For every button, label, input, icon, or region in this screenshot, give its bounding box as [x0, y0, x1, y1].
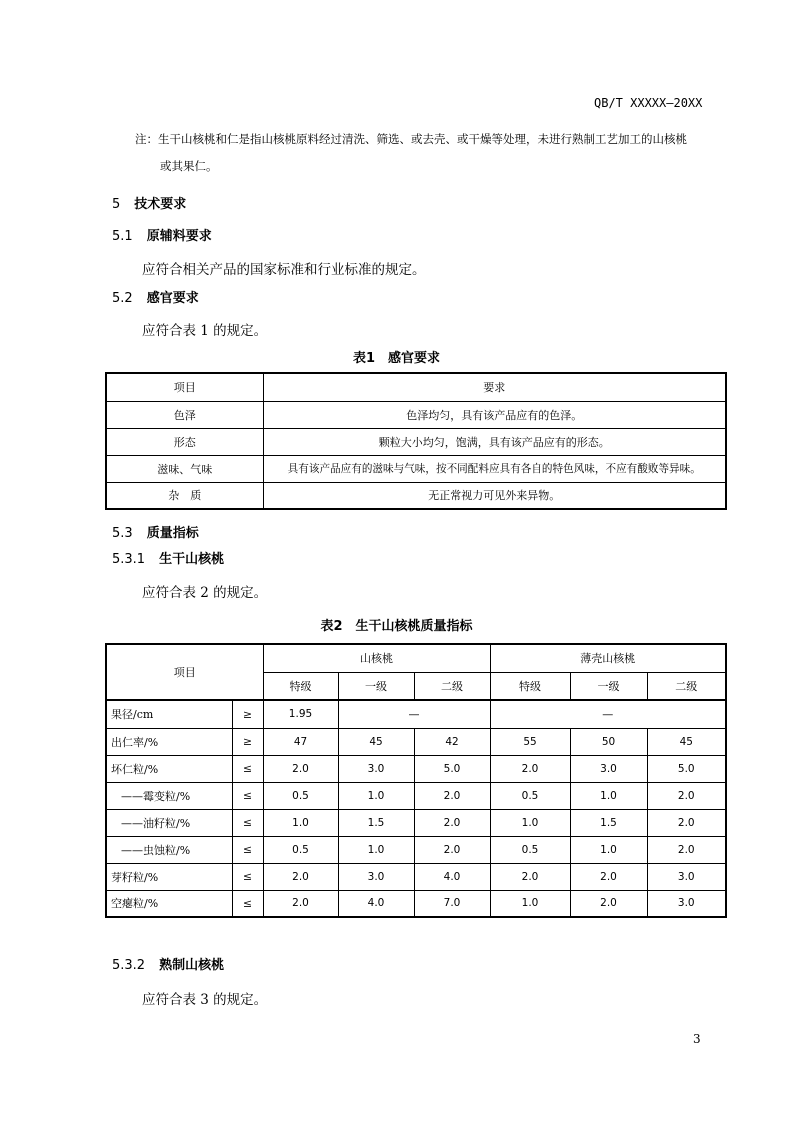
section-number: 5.3.1 [112, 552, 146, 567]
item-cell: 色泽 [106, 401, 263, 428]
table-2-caption: 表2 生干山核桃质量指标 [320, 619, 473, 634]
note-line-2: 或其果仁。 [160, 159, 218, 173]
value-cell: 1.0 [338, 836, 414, 863]
comparison-symbol: ≤ [232, 755, 263, 782]
table-row [106, 482, 726, 509]
standard-code: QB/T XXXXX—20XX [594, 96, 703, 110]
section-5-1-heading [112, 225, 212, 244]
table-row [106, 700, 726, 728]
value-cell: 45 [647, 728, 726, 755]
table-row [106, 863, 726, 890]
row-label: 果径/cm [106, 700, 232, 728]
table-row [106, 401, 726, 428]
value-cell: 0.5 [490, 836, 570, 863]
value-cell: 50 [570, 728, 647, 755]
value-cell: 1.0 [570, 836, 647, 863]
item-cell: 杂 质 [106, 482, 263, 509]
table-row [106, 428, 726, 455]
comparison-symbol: ≤ [232, 809, 263, 836]
table-row [106, 455, 726, 482]
comparison-symbol: ≥ [232, 728, 263, 755]
table-header-row [106, 373, 726, 401]
requirement-cell: 具有该产品应有的滋味与气味，按不同配料应具有各自的特色风味，不应有酸败等异味。 [263, 455, 726, 482]
section-title: 原辅料要求 [146, 229, 212, 244]
value-cell: 2.0 [647, 836, 726, 863]
value-cell: 3.0 [647, 890, 726, 917]
grade-header: 特级 [490, 672, 570, 700]
item-header: 项目 [106, 644, 263, 700]
section-5-heading [112, 193, 186, 212]
value-cell: 1.0 [490, 890, 570, 917]
value-cell: 1.95 [263, 700, 338, 728]
value-cell: 2.0 [263, 755, 338, 782]
row-label: 空瘪粒/% [106, 890, 232, 917]
value-cell: 0.5 [490, 782, 570, 809]
value-cell: 3.0 [338, 755, 414, 782]
group-header-walnut: 山核桃 [263, 644, 490, 672]
value-cell: 7.0 [414, 890, 490, 917]
section-number: 5.3 [112, 526, 133, 541]
value-cell: 2.0 [490, 863, 570, 890]
requirement-cell: 色泽均匀，具有该产品应有的色泽。 [263, 401, 726, 428]
section-5-3-heading [112, 522, 199, 541]
value-cell: 2.0 [570, 863, 647, 890]
group-header-row [106, 644, 726, 672]
value-cell: 0.5 [263, 782, 338, 809]
note-line-1: 注：生干山核桃和仁是指山核桃原料经过清洗、筛选、或去壳、或干燥等处理，未进行熟制工艺加工的山核桃 [135, 132, 687, 146]
grade-header: 二级 [647, 672, 726, 700]
row-label: ——油籽粒/% [106, 809, 232, 836]
value-cell: 42 [414, 728, 490, 755]
value-cell: 4.0 [338, 890, 414, 917]
value-cell: 1.5 [570, 809, 647, 836]
section-number: 5 [112, 197, 121, 212]
group-header-pecan: 薄壳山核桃 [490, 644, 726, 672]
value-cell: 2.0 [490, 755, 570, 782]
column-header-item: 项目 [106, 373, 263, 401]
table-row [106, 728, 726, 755]
section-5-1-text: 应符合相关产品的国家标准和行业标准的规定。 [142, 262, 426, 278]
item-cell: 滋味、气味 [106, 455, 263, 482]
table-row [106, 836, 726, 863]
grade-header: 特级 [263, 672, 338, 700]
dash-cell: — [338, 700, 490, 728]
value-cell: 3.0 [338, 863, 414, 890]
section-number: 5.2 [112, 291, 133, 306]
section-number: 5.1 [112, 229, 133, 244]
value-cell: 2.0 [414, 809, 490, 836]
section-title: 感官要求 [146, 291, 199, 306]
value-cell: 5.0 [647, 755, 726, 782]
sensory-requirements-table [105, 372, 727, 510]
value-cell: 0.5 [263, 836, 338, 863]
dash-cell: — [490, 700, 726, 728]
value-cell: 1.0 [338, 782, 414, 809]
value-cell: 2.0 [647, 809, 726, 836]
section-number: 5.3.2 [112, 958, 146, 973]
value-cell: 47 [263, 728, 338, 755]
table-1-caption: 表1 感官要求 [352, 351, 441, 366]
requirement-cell: 无正常视力可见外来异物。 [263, 482, 726, 509]
requirement-cell: 颗粒大小均匀，饱满，具有该产品应有的形态。 [263, 428, 726, 455]
table-row [106, 782, 726, 809]
row-label: ——虫蚀粒/% [106, 836, 232, 863]
value-cell: 2.0 [647, 782, 726, 809]
table-row [106, 755, 726, 782]
section-title: 熟制山核桃 [159, 958, 225, 973]
grade-header: 二级 [414, 672, 490, 700]
value-cell: 45 [338, 728, 414, 755]
value-cell: 5.0 [414, 755, 490, 782]
value-cell: 1.0 [570, 782, 647, 809]
row-label: 坏仁粒/% [106, 755, 232, 782]
comparison-symbol: ≤ [232, 836, 263, 863]
column-header-requirement: 要求 [263, 373, 726, 401]
value-cell: 2.0 [263, 863, 338, 890]
grade-header: 一级 [338, 672, 414, 700]
value-cell: 1.0 [263, 809, 338, 836]
quality-index-table [105, 643, 727, 918]
value-cell: 3.0 [647, 863, 726, 890]
comparison-symbol: ≥ [232, 700, 263, 728]
section-5-3-2-heading [112, 954, 224, 973]
value-cell: 1.5 [338, 809, 414, 836]
value-cell: 2.0 [263, 890, 338, 917]
value-cell: 2.0 [414, 782, 490, 809]
comparison-symbol: ≤ [232, 782, 263, 809]
value-cell: 2.0 [414, 836, 490, 863]
section-5-3-1-heading [112, 548, 224, 567]
section-title: 生干山核桃 [159, 552, 225, 567]
section-5-2-text: 应符合表 1 的规定。 [142, 323, 268, 339]
value-cell: 3.0 [570, 755, 647, 782]
page-number: 3 [693, 1032, 701, 1046]
value-cell: 2.0 [570, 890, 647, 917]
table-row [106, 890, 726, 917]
row-label: ——霉变粒/% [106, 782, 232, 809]
section-5-3-1-text: 应符合表 2 的规定。 [142, 585, 268, 601]
row-label: 出仁率/% [106, 728, 232, 755]
section-title: 质量指标 [146, 526, 199, 541]
section-title: 技术要求 [134, 197, 187, 212]
section-5-3-2-text: 应符合表 3 的规定。 [142, 992, 268, 1008]
value-cell: 55 [490, 728, 570, 755]
section-5-2-heading [112, 287, 199, 306]
comparison-symbol: ≤ [232, 890, 263, 917]
row-label: 芽籽粒/% [106, 863, 232, 890]
comparison-symbol: ≤ [232, 863, 263, 890]
value-cell: 1.0 [490, 809, 570, 836]
table-row [106, 809, 726, 836]
value-cell: 4.0 [414, 863, 490, 890]
grade-header: 一级 [570, 672, 647, 700]
item-cell: 形态 [106, 428, 263, 455]
